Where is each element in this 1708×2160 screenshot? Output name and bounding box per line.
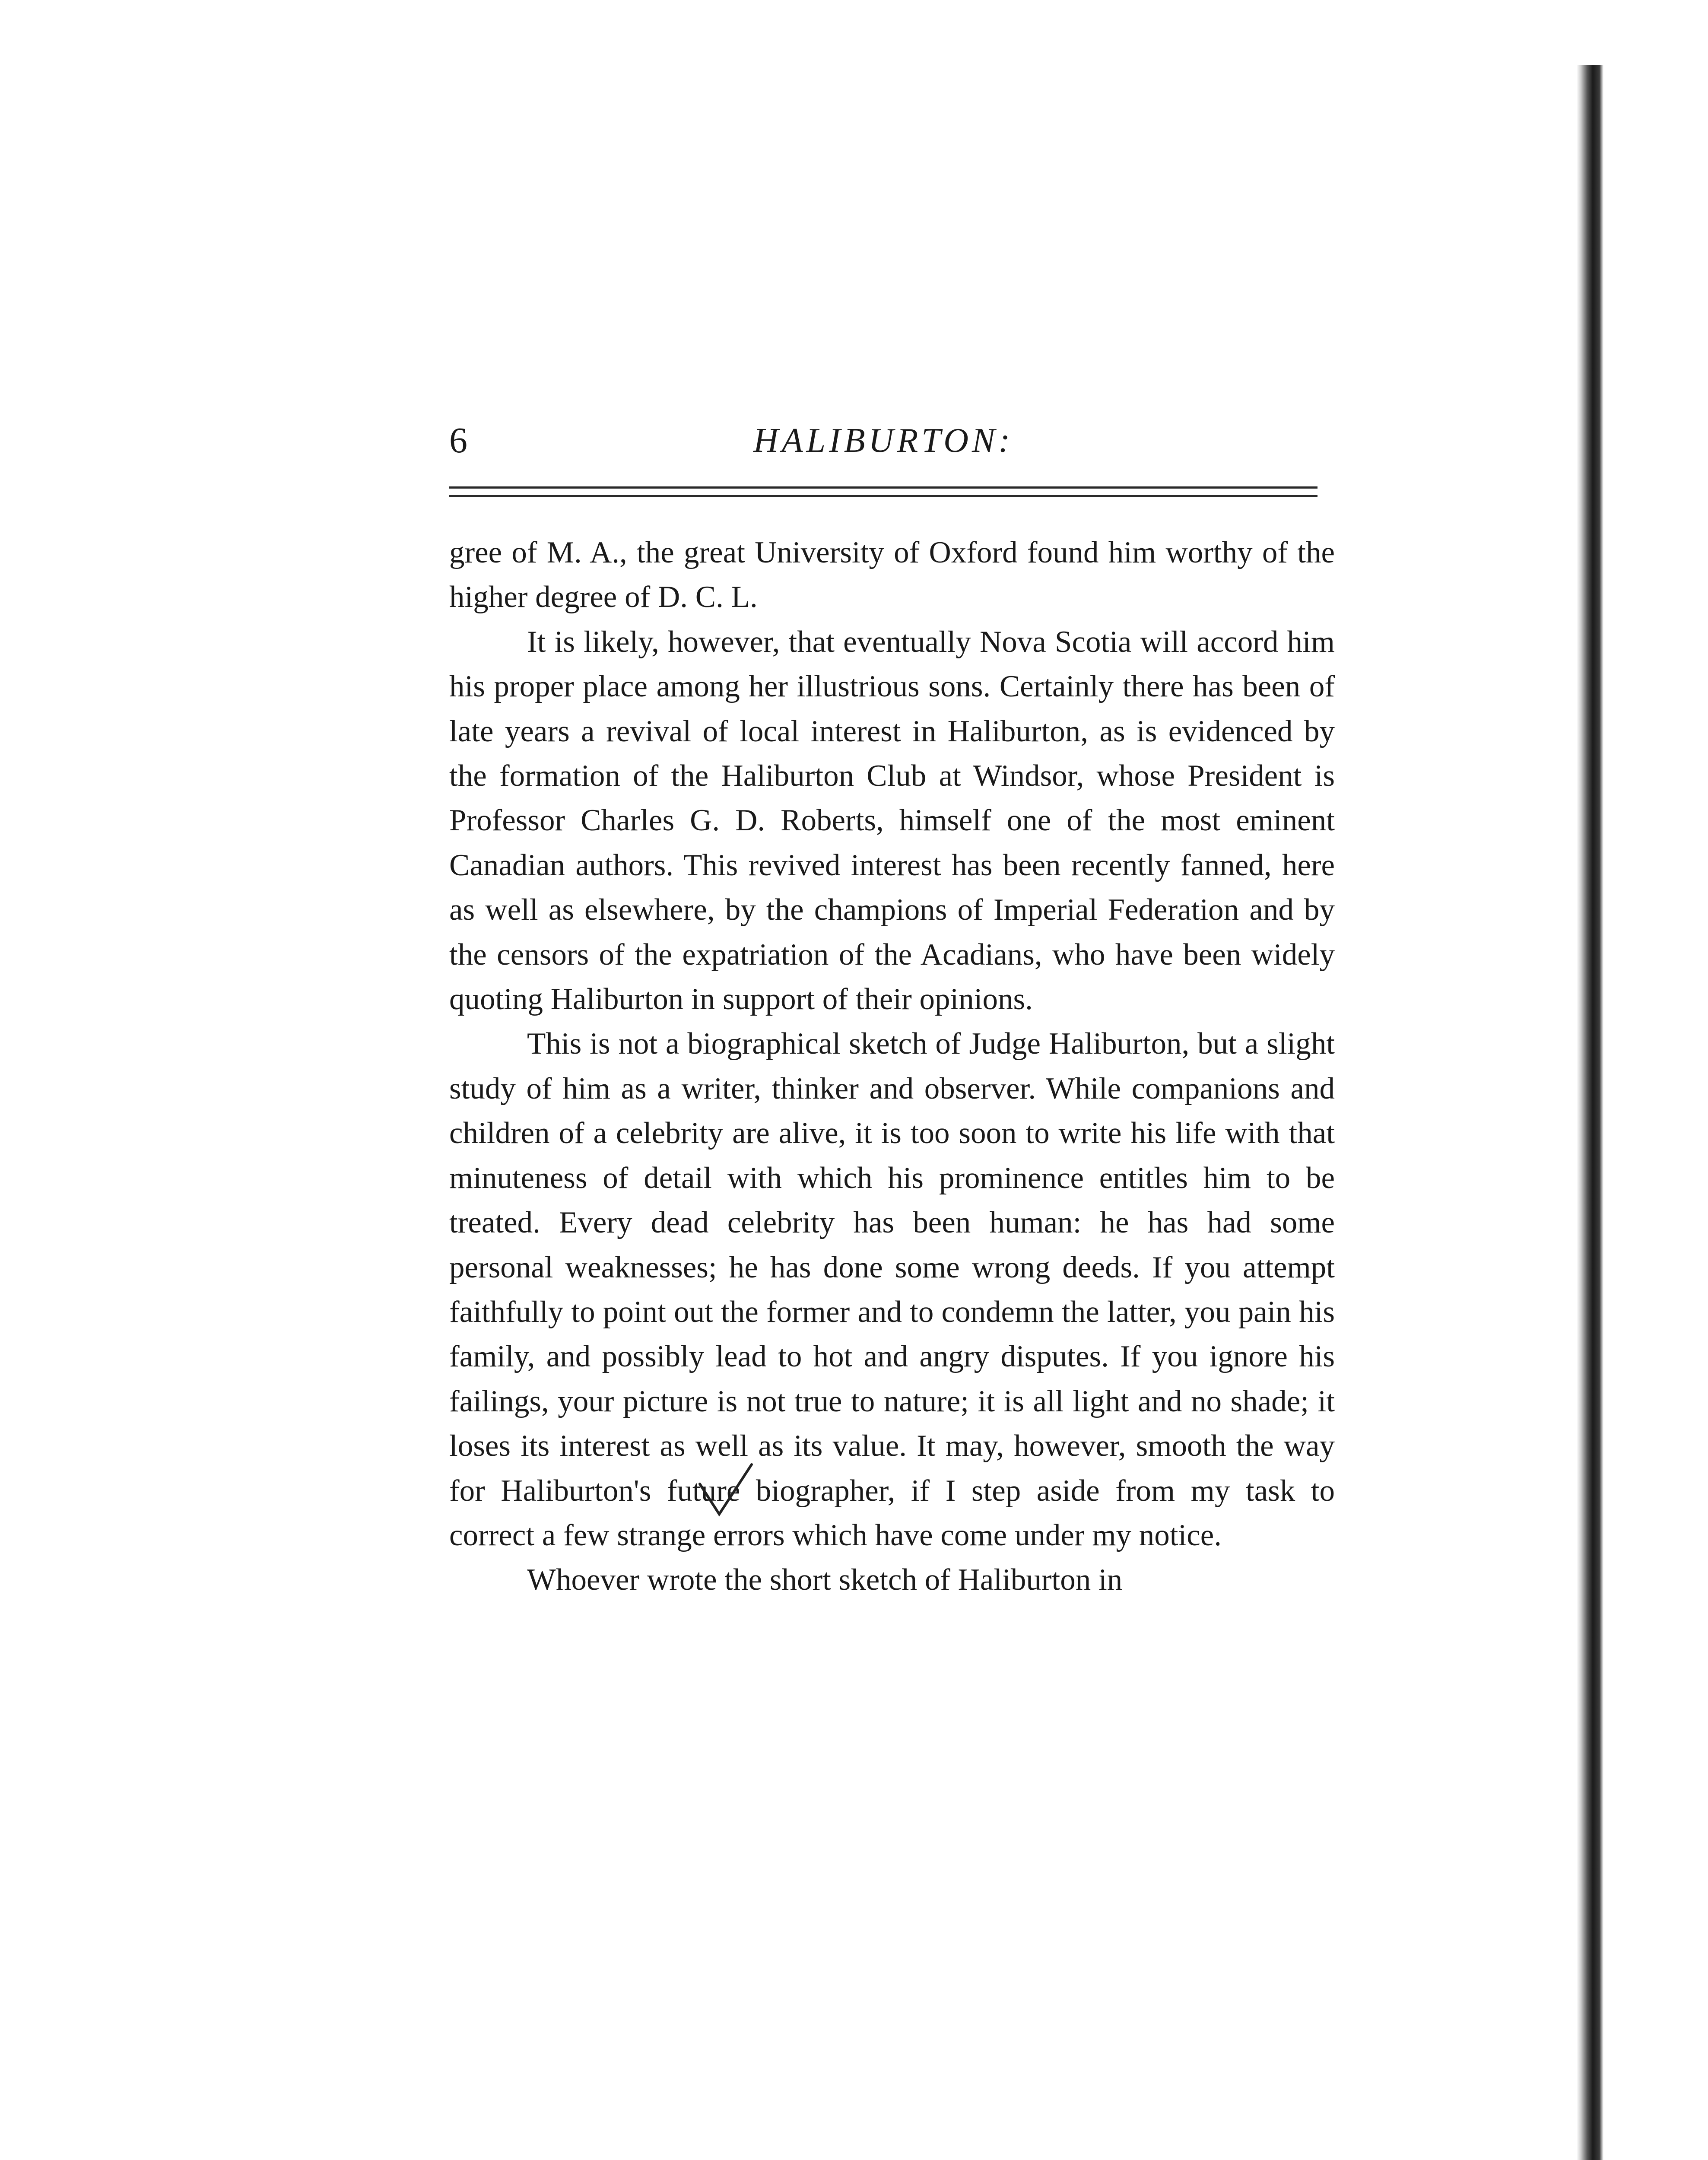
- pencil-check-mark: [695, 1460, 756, 1521]
- running-head: HALIBURTON:: [753, 422, 1014, 460]
- page-number: 6: [449, 420, 467, 461]
- paragraph-continuation: gree of M. A., the great University of Oxford found him worthy of the higher degree of D. C. L.: [449, 536, 1335, 614]
- paragraph: This is not a biographical sketch of Judge Haliburton, but a slight study of him as a writer, thinker and observer. While companions and children of a celebrity are alive, it is too soon to write his life with that minuteness of detail with which his prominence entitles him to be treated. Every dead celebrity has been human: he has had some personal weaknesses; he has done some wrong deeds. If you attempt faithfully to point out the former and to condemn the latter, you pain his family, and possibly lead to hot and angry disputes. If you ignore his failings, your picture is not true to nature; it is all light and no shade; it loses its interest as well as its value. It may, however, smooth the way for Haliburton's future biographer, if I step aside from my task to correct a few strange errors which have come under my notice.: [449, 1027, 1335, 1552]
- body-text: [449, 530, 1335, 1603]
- header-rule-bottom: [449, 495, 1318, 497]
- paragraph: Whoever wrote the short sketch of Haliburton in: [527, 1563, 1123, 1597]
- header-rule-top: [449, 486, 1318, 489]
- paragraph: It is likely, however, that eventually Nova Scotia will accord him his proper place among her illustrious sons. Certainly there has been of late years a revival of local interest in Haliburton, as is evidenced by the formation of the Haliburton Club at Windsor, whose President is Professor Charles G. D. Roberts, himself one of the most eminent Canadian authors. This revived interest has been recently fanned, here as well as elsewhere, by the champions of Imperial Federation and by the censors of the expatriation of the Acadians, who have been widely quoting Haliburton in support of their opinions.: [449, 625, 1335, 1016]
- page-header: [449, 415, 1318, 467]
- binding-edge: [1577, 65, 1603, 2160]
